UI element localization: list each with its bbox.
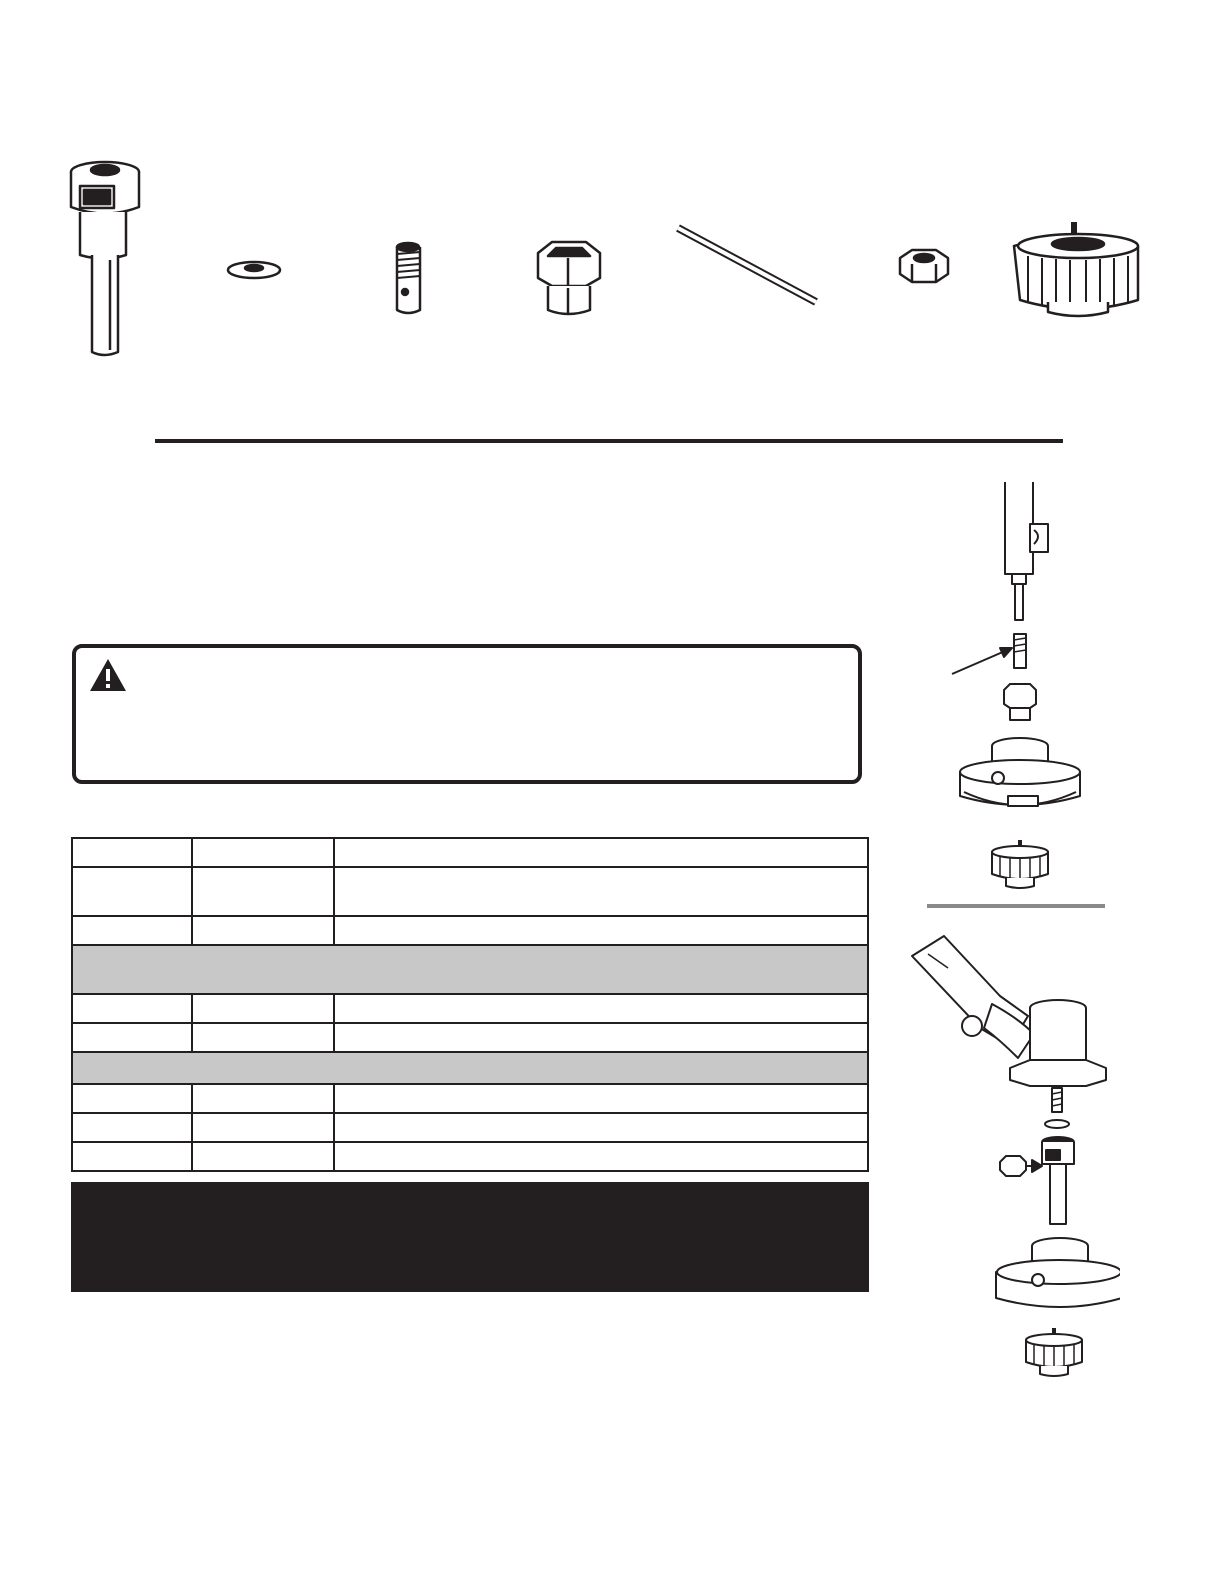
warning-box bbox=[72, 644, 862, 784]
hex-adapter-icon bbox=[538, 242, 600, 314]
table-row bbox=[72, 994, 868, 1023]
table-row bbox=[72, 1142, 868, 1171]
hex-nut-icon bbox=[900, 250, 948, 282]
table-row bbox=[72, 1023, 868, 1052]
specification-table bbox=[71, 837, 869, 1172]
table-row bbox=[72, 838, 868, 867]
shaft-adapter-icon bbox=[71, 162, 139, 355]
table-row bbox=[72, 1084, 868, 1113]
section-divider bbox=[155, 439, 1063, 443]
curved-shaft-assembly-icon bbox=[900, 928, 1120, 1388]
threaded-stud-icon bbox=[397, 243, 420, 313]
table-footer-band bbox=[71, 1182, 869, 1292]
warning-triangle-icon bbox=[88, 657, 128, 693]
table-row bbox=[72, 867, 868, 916]
trimmer-head-knob-icon bbox=[1014, 222, 1138, 316]
straight-shaft-assembly-icon bbox=[900, 478, 1120, 898]
table-section-header bbox=[72, 1052, 868, 1084]
parts-illustration-row bbox=[0, 0, 1224, 400]
table-row bbox=[72, 1113, 868, 1142]
washer-icon bbox=[228, 262, 280, 278]
table-row bbox=[72, 916, 868, 945]
table-section-header bbox=[72, 945, 868, 994]
diagram-divider bbox=[927, 904, 1105, 908]
locking-pin-icon bbox=[678, 228, 816, 302]
